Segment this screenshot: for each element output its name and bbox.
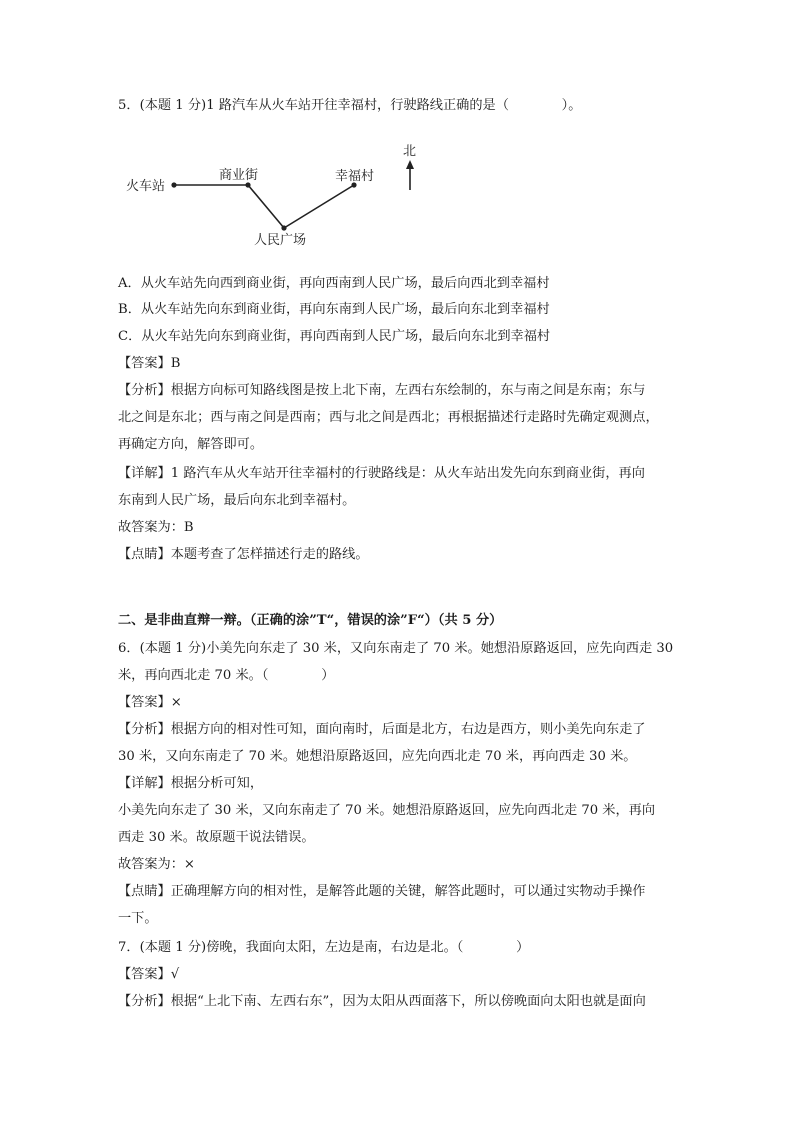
route-line <box>174 185 354 228</box>
street-label: 商业街 <box>219 168 259 183</box>
q5-detail-1: 【详解】1 路汽车从火车站开往幸福村的行驶路线是：从火车站出发先向东到商业街，再向 <box>118 466 645 481</box>
section-2-title: 二、是非曲直辩一辩。（正确的涂”T“，错误的涂”F“）（共 5 分） <box>118 613 503 628</box>
q6-stem-1: 6．(本题 1 分)小美先向东走了 30 米，又向东南走了 70 米。她想沿原路返回，应先向西走 30 <box>118 641 674 656</box>
q5-option-a: A．从火车站先向西到商业街，再向西南到人民广场，最后向西北到幸福村 <box>118 276 550 291</box>
q5-analysis-1: 【分析】根据方向标可知路线图是按上北下南，左西右东绘制的，东与南之间是东南；东与 <box>118 383 646 398</box>
q6-detail-2: 小美先向东走了 30 米，又向东南走了 70 米。她想沿原路返回，应先向西北走 70 米，再向 <box>118 803 656 818</box>
q6-analysis-2: 30 米，又向东南走了 70 米。她想沿原路返回，应先向西北走 70 米，再向西走 30 米。 <box>118 749 637 764</box>
square-point <box>281 225 286 230</box>
village-label: 幸福村 <box>335 169 375 184</box>
q5-detail-2: 东南到人民广场，最后向东北到幸福村。 <box>118 493 356 508</box>
q6-detail-1: 【详解】根据分析可知， <box>118 776 264 791</box>
square-label: 人民广场 <box>254 233 307 248</box>
q6-comment-2: 一下。 <box>118 911 158 926</box>
street-point <box>245 182 250 187</box>
station-label: 火车站 <box>126 179 166 194</box>
q5-option-c: C．从火车站先向东到商业街，再向西南到人民广场，最后向东北到幸福村 <box>118 329 551 344</box>
q6-answer: 【答案】× <box>118 695 182 710</box>
station-point <box>171 182 176 187</box>
q7-stem: 7．(本题 1 分)傍晚，我面向太阳，左边是南，右边是北。（ ） <box>118 940 530 955</box>
q5-option-b: B．从火车站先向东到商业街，再向东南到人民广场，最后向东北到幸福村 <box>118 302 550 317</box>
q6-comment-1: 【点睛】正确理解方向的相对性，是解答此题的关键，解答此题时，可以通过实物动手操作 <box>118 884 646 899</box>
q5-analysis-3: 再确定方向，解答即可。 <box>118 437 264 452</box>
q5-analysis-2: 北之间是东北；西与南之间是西南；西与北之间是西北；再根据描述行走路时先确定观测点， <box>118 410 659 425</box>
route-map <box>118 138 438 253</box>
q5-comment: 【点睛】本题考查了怎样描述行走的路线。 <box>118 547 369 562</box>
north-arrowhead-icon <box>406 160 414 169</box>
q7-answer: 【答案】√ <box>118 967 180 982</box>
q5-final: 故答案为：B <box>118 520 194 535</box>
q6-detail-3: 西走 30 米。故原题干说法错误。 <box>118 830 315 845</box>
q5-stem: 5．(本题 1 分)1 路汽车从火车站开往幸福村，行驶路线正确的是（ ）。 <box>118 98 582 113</box>
q6-analysis-1: 【分析】根据方向的相对性可知，面向南时，后面是北方，右边是西方，则小美先向东走了 <box>118 722 646 737</box>
q7-analysis-1: 【分析】根据“上北下南、左西右东”，因为太阳从西面落下，所以傍晚面向太阳也就是面向 <box>118 994 646 1009</box>
q6-stem-2: 米，再向西北走 70 米。（ ） <box>118 668 335 683</box>
north-label: 北 <box>403 144 417 159</box>
q5-answer: 【答案】B <box>118 356 181 371</box>
q6-final: 故答案为：× <box>118 857 195 872</box>
